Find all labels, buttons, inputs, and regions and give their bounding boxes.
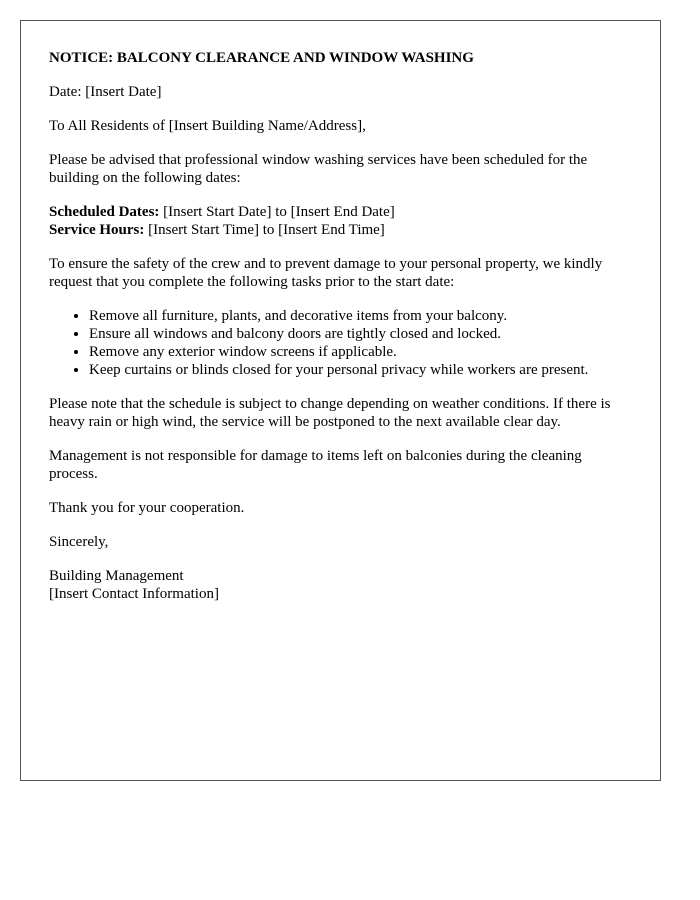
intro-paragraph: Please be advised that professional window washing services have been scheduled for the building on the following dates: [49, 152, 588, 186]
task-list [49, 307, 632, 379]
date-line: Date: [Insert Date] [49, 84, 162, 100]
weather-note: Please note that the schedule is subject to change depending on weather conditions. If there is heavy rain or high wind, the service will be postponed to the next available clear day. [49, 396, 611, 430]
task-item: • Keep curtains or blinds closed for your personal privacy while workers are present. [89, 361, 632, 379]
hours-label: Service Hours: [49, 222, 145, 238]
liability-note: Management is not responsible for damage to items left on balconies during the cleaning process. [49, 448, 582, 482]
dates-label: Scheduled Dates: [49, 204, 160, 220]
salutation: To All Residents of [Insert Building Name/Address], [49, 118, 366, 134]
hours-value: [Insert Start Time] to [Insert End Time] [144, 222, 385, 238]
task-item: • Ensure all windows and balcony doors are tightly closed and locked. [89, 325, 632, 343]
notice-document [20, 20, 661, 781]
signature-name: Building Management [49, 568, 184, 584]
dates-value: [Insert Start Date] to [Insert End Date] [159, 204, 395, 220]
schedule-block [49, 203, 632, 239]
task-item: • Remove any exterior window screens if applicable. [89, 343, 632, 361]
closing-line: Sincerely, [49, 534, 109, 550]
thanks-line: Thank you for your cooperation. [49, 500, 245, 516]
signature-block [49, 567, 632, 603]
notice-title: NOTICE: BALCONY CLEARANCE AND WINDOW WASHING [49, 50, 474, 66]
task-item: • Remove all furniture, plants, and decorative items from your balcony. [89, 307, 632, 325]
request-paragraph: To ensure the safety of the crew and to prevent damage to your personal property, we kindly request that you complete the following tasks prior to the start date: [49, 256, 603, 290]
signature-contact: [Insert Contact Information] [49, 586, 219, 602]
